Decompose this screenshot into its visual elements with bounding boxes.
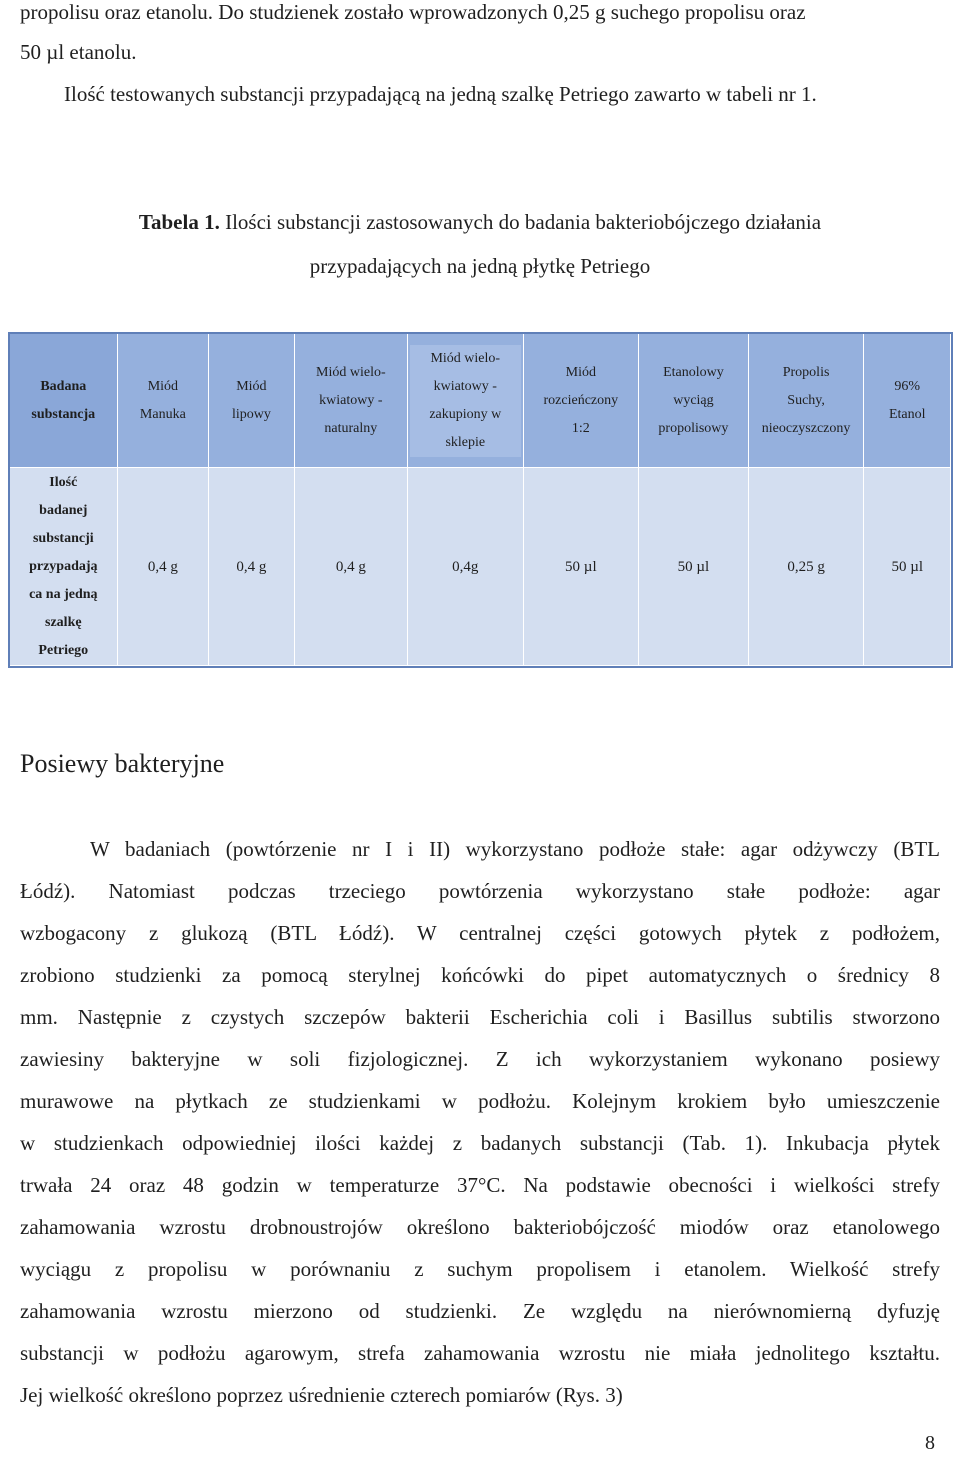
paragraph-line: zahamowania wzrostu mierzono od studzienki. Ze względu na nierównomierną dyfuzję: [20, 1299, 940, 1323]
header-etanol: 96% Etanol: [864, 334, 951, 468]
value-wielokwiatowy-sklep: 0,4g: [408, 468, 524, 666]
header-etanolowy-wyciag: Etanolowy wyciąg propolisowy: [639, 334, 749, 468]
table-caption-line-1: Ilości substancji zastosowanych do badania bakteriobójczego działania: [225, 210, 822, 234]
header-substance: Badana substancja: [10, 334, 118, 468]
header-propolis-suchy: Propolis Suchy, nieoczyszczony: [749, 334, 865, 468]
paragraph-line: zahamowania wzrostu drobnoustrojów określono bakteriobójczość miodów oraz etanolowego: [20, 1215, 940, 1239]
value-etanolowy-wyciag: 50 µl: [639, 468, 749, 666]
paragraph-line: Jej wielkość określono poprzez uśrednienie czterech pomiarów (Rys. 3): [20, 1383, 623, 1407]
header-rozcienczony: Miód rozcieńczony 1:2: [524, 334, 640, 468]
substance-table: [8, 332, 953, 668]
header-lipowy: Miód lipowy: [209, 334, 295, 468]
paragraph-line: W badaniach (powtórzenie nr I i II) wykorzystano podłoże stałe: agar odżywczy (BTL: [90, 837, 940, 861]
paragraph-line: wzbogacony z glukozą (BTL Łódź). W centralnej części gotowych płytek z podłożem,: [20, 921, 940, 945]
row-header-amount: Ilość badanej substancji przypadają ca na jedną szalkę Petriego: [10, 468, 118, 666]
section-heading: Posiewy bakteryjne: [20, 749, 225, 778]
paragraph-line: mm. Następnie z czystych szczepów bakterii Escherichia coli i Basillus subtilis stworzono: [20, 1005, 940, 1029]
header-manuka: Miód Manuka: [118, 334, 210, 468]
value-manuka: 0,4 g: [118, 468, 210, 666]
paragraph-line: trwała 24 oraz 48 godzin w temperaturze 37°C. Na podstawie obecności i wielkości strefy: [20, 1173, 940, 1197]
page-number: 8: [925, 1432, 935, 1454]
table-caption-line-2: przypadających na jedną płytkę Petriego: [309, 254, 651, 278]
paragraph-line: Łódź). Natomiast podczas trzeciego powtórzenia wykorzystano stałe podłoże: agar: [20, 879, 940, 903]
body-paragraph: [20, 828, 940, 1416]
paragraph-line: zawiesiny bakteryjne w soli fizjologicznej. Z ich wykorzystaniem wykonano posiewy: [20, 1047, 940, 1071]
intro-line-3: Ilość testowanych substancji przypadającą na jedną szalkę Petriego zawarto w tabeli nr 1.: [64, 82, 817, 106]
intro-line-1: propolisu oraz etanolu. Do studzienek zostało wprowadzonych 0,25 g suchego propolisu oraz: [20, 0, 806, 24]
value-etanol: 50 µl: [864, 468, 951, 666]
value-wielokwiatowy-naturalny: 0,4 g: [295, 468, 408, 666]
paragraph-line: murawowe na płytkach ze studzienkami w podłożu. Kolejnym krokiem było umieszczenie: [20, 1089, 940, 1113]
table-header-row: [10, 334, 951, 468]
value-propolis-suchy: 0,25 g: [749, 468, 865, 666]
value-lipowy: 0,4 g: [209, 468, 295, 666]
paragraph-line: substancji w podłożu agarowym, strefa zahamowania wzrostu nie miała jednolitego kształtu.: [20, 1341, 940, 1365]
paragraph-line: w studzienkach odpowiedniej ilości każdej z badanych substancji (Tab. 1). Inkubacja płytek: [20, 1131, 940, 1155]
table-row: [10, 468, 951, 666]
table-caption: [0, 208, 960, 236]
value-rozcienczony: 50 µl: [524, 468, 640, 666]
paragraph-line: zrobiono studzienki za pomocą sterylnej końcówki do pipet automatycznych o średnicy 8: [20, 963, 940, 987]
paragraph-line: wyciągu z propolisu w porównaniu z suchym propolisem i etanolem. Wielkość strefy: [20, 1257, 940, 1281]
intro-line-2: 50 µl etanolu.: [20, 40, 137, 64]
table-caption-label: Tabela 1.: [138, 210, 220, 234]
header-wielokwiatowy-sklep: Miód wielo- kwiatowy - zakupiony w sklepie: [408, 334, 524, 468]
header-wielokwiatowy-naturalny: Miód wielo- kwiatowy - naturalny: [295, 334, 408, 468]
